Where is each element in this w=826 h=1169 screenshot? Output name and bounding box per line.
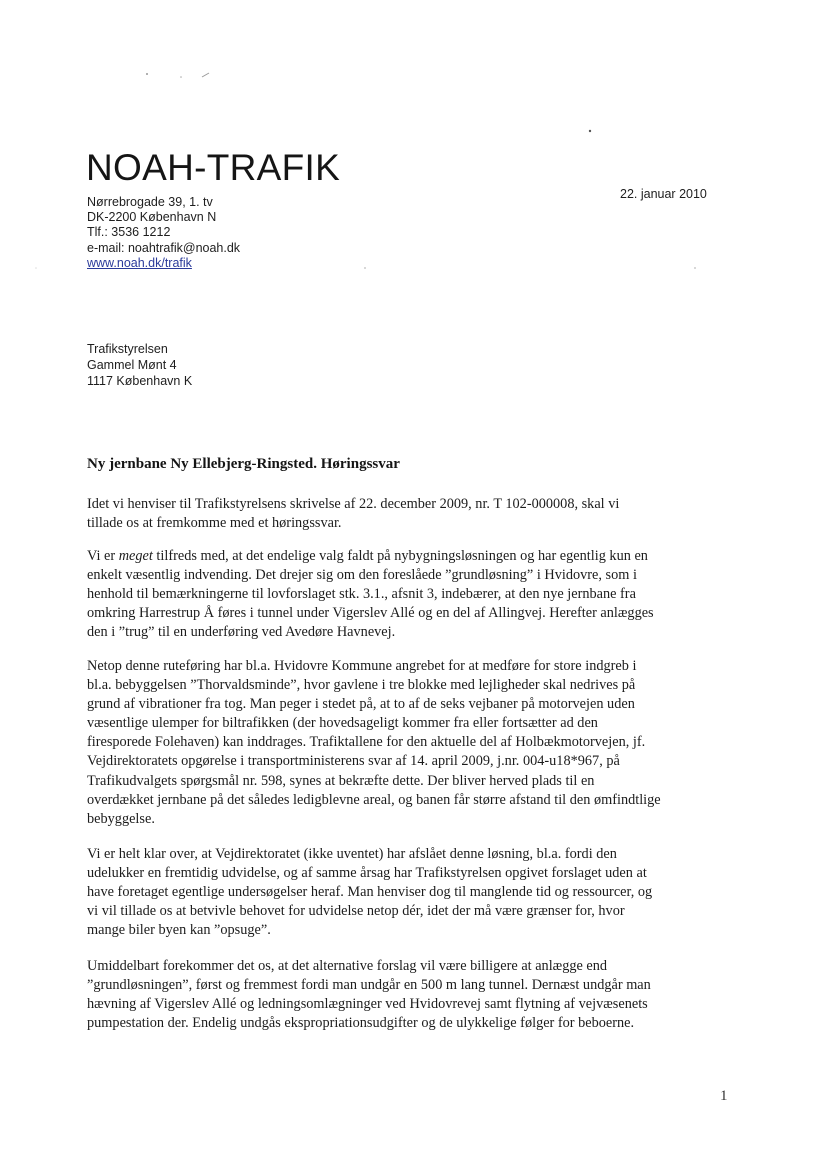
emphasis-text: meget xyxy=(118,548,153,564)
letter-title: Ny jernbane Ny Ellebjerg-Ringsted. Høringssvar xyxy=(87,456,400,472)
text-segment: Vi er xyxy=(87,548,119,564)
paragraph-5 xyxy=(87,957,747,1033)
text-segment: tilfreds med, at det endelige valg faldt på nybygningsløsningen og har egentlig kun en xyxy=(152,548,648,564)
letter-date: 22. januar 2010 xyxy=(620,187,707,201)
website-link[interactable]: www.noah.dk/trafik xyxy=(87,255,192,270)
address-email: e-mail: noahtrafik@noah.dk xyxy=(87,240,241,255)
paragraph-1 xyxy=(87,495,747,533)
paragraph-2 xyxy=(87,547,747,642)
text-line: mange biler byen kan ”opsuge”. xyxy=(87,922,271,939)
text-line: tillade os at fremkomme med et høringssvar. xyxy=(87,515,342,532)
text-line: enkelt væsentlig indvending. Det drejer sig om den foreslåede ”grundløsning” i Hvidovre, som i xyxy=(87,567,637,584)
text-line: Umiddelbart forekommer det os, at det alternative forslag vil være billigere at anlægge end xyxy=(87,958,608,974)
sender-address xyxy=(87,195,240,271)
address-phone: Tlf.: 3536 1212 xyxy=(87,225,171,240)
text-line: Vi er helt klar over, at Vejdirektoratet (ikke uventet) har afslået denne løsning, bl.a. fordi den xyxy=(87,846,617,862)
text-line: firesporede Folehaven) kan inddrages. Trafiktallene for den aktuelle del af Holbækmotorvejen, jf. xyxy=(87,734,646,751)
page-number: 1 xyxy=(720,1088,728,1104)
text-line: bl.a. bebyggelsen ”Thorvaldsminde”, hvor gavlene i tre blokke med lejligheder skal nedrives på xyxy=(87,677,636,694)
text-line: den i ”trug” til en underføring ved Avedøre Havnevej. xyxy=(87,624,396,641)
text-line: ”grundløsningen”, først og fremmest fordi man undgår en 500 m lang tunnel. Dernæst undgår man xyxy=(87,977,651,994)
organization-name: NOAH-TRAFIK xyxy=(86,147,341,188)
recipient-name: Trafikstyrelsen xyxy=(87,342,168,356)
text-line: grund af vibrationer fra tog. Man peger i stedet på, at to af de seks vejbaner på motorvejen uden xyxy=(87,696,635,713)
recipient-city: 1117 København K xyxy=(87,374,193,388)
text-line: henhold til bemærkningerne til lovforslaget stk. 3.1., afsnit 3, indebærer, at den nye jernbane fra xyxy=(87,586,636,603)
text-line: væsentlige ulemper for biltrafikken (der hovedsageligt kommer fra eller fortsætter ad den xyxy=(87,715,598,732)
recipient-street: Gammel Mønt 4 xyxy=(87,358,177,372)
text-line: overdækket jernbane på det således ledigblevne areal, og banen får større afstand til den ømfindtlige xyxy=(87,791,661,808)
text-line: Vejdirektoratets opgørelse i transportministerens svar af 14. april 2009, j.nr. 004-u18*967, på xyxy=(87,753,620,770)
text-line: hævning af Vigerslev Allé og ledningsomlægninger ved Hvidovrevej samt flytning af vejvæsenets xyxy=(87,996,648,1013)
text-line: vi vil tillade os at betvivle behovet for udvidelse netop dér, idet der må være grænser for, hvor xyxy=(87,903,625,920)
text-line xyxy=(87,547,747,566)
text-line: pumpestation der. Endelig undgås ekspropriationsudgifter og de ulykkelige følger for beboerne. xyxy=(87,1015,635,1032)
text-line: have foretaget egentlige undersøgelser heraf. Man henviser dog til manglende tid og ressourcer, og xyxy=(87,884,653,901)
address-city: DK-2200 København N xyxy=(87,210,217,225)
paragraph-4 xyxy=(87,845,747,940)
address-street: Nørrebrogade 39, 1. tv xyxy=(87,195,213,209)
text-line: Trafikudvalgets spørgsmål nr. 598, synes at bekræfte dette. Der bliver herved plads til en xyxy=(87,772,595,789)
text-line: bebyggelse. xyxy=(87,810,155,827)
recipient-address xyxy=(87,341,192,389)
text-line: omkring Harrestrup Å føres i tunnel under Vigerslev Allé og en del af Allingvej. Herefter anlægges xyxy=(87,605,654,622)
paragraph-3 xyxy=(87,657,747,829)
text-line: Idet vi henviser til Trafikstyrelsens skrivelse af 22. december 2009, nr. T 102-000008, skal vi xyxy=(87,496,620,512)
text-line: udelukker en fremtidig udvidelse, og af samme årsag har Trafikstyrelsen opgivet forslaget uden at xyxy=(87,865,647,882)
text-line: Netop denne ruteføring har bl.a. Hvidovre Kommune angrebet for at medføre for store indgreb i xyxy=(87,658,637,674)
